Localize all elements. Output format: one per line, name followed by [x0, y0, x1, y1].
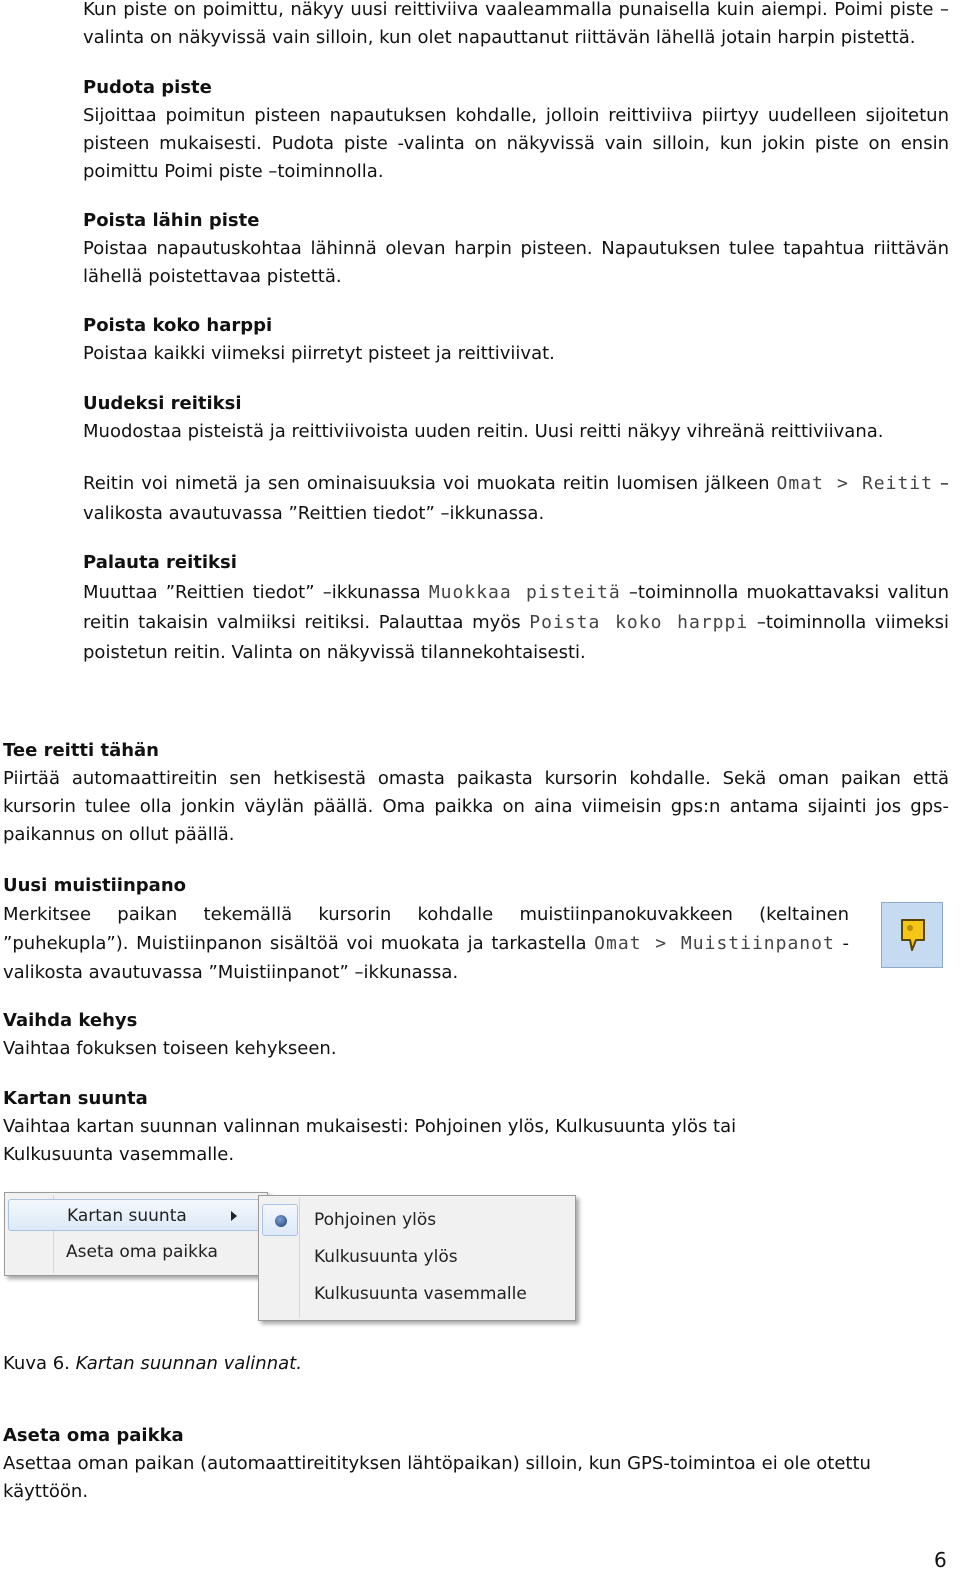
section-poista-lahin-piste [83, 207, 949, 291]
section-text: Vaihtaa fokuksen toiseen kehykseen. [3, 1038, 337, 1059]
section-heading: Uusi muistiinpano [3, 875, 187, 896]
section-text: Muodostaa pisteistä ja reittiviivoista uuden reitin. Uusi reitti näkyy vihreänä reittiviivana. [83, 421, 884, 442]
figure-caption: Kuva 6. Kartan suunnan valinnat. [3, 1353, 302, 1374]
paragraph-text: Kun piste on poimittu, näkyy uusi reittiviiva vaaleammalla punaisella kuin aiempi. Poimi piste –valinta on näkyvissä vain silloin, kun olet napauttanut riittävän lähellä jotain harpin pistettä. [83, 0, 949, 48]
section-heading: Poista koko harppi [83, 315, 273, 336]
command-muokkaa-pisteita: Muokkaa pisteitä [428, 582, 621, 603]
section-text: Sijoittaa poimitun pisteen napautuksen kohdalle, jolloin reittiviiva piirtyy uudelleen sijoitetun pisteen mukaisesti. Pudota piste -valinta on näkyvissä vain silloin, kun jokin piste on ensin poimittu Poimi piste –toiminnolla. [83, 105, 949, 182]
command-poista-koko-harppi: Poista koko harppi [529, 612, 749, 633]
section-aseta-oma-paikka [3, 1422, 949, 1506]
paragraph-text: Reitin voi nimetä ja sen ominaisuuksia voi muokata reitin luomisen jälkeen Omat > Reitit –valikosta avautuvassa ”Reittien tiedot” –ikkunassa. [83, 473, 949, 524]
menu-path-omat-reitit: Omat > Reitit [776, 473, 933, 494]
menu-item-aseta-oma-paikka[interactable]: Aseta oma paikka [66, 1242, 218, 1262]
section-heading: Kartan suunta [3, 1088, 148, 1109]
section-heading: Poista lähin piste [83, 210, 260, 231]
context-menu [4, 1192, 268, 1276]
section-palauta-reitiksi [83, 548, 949, 668]
section-text: Vaihtaa kartan suunnan valinnan mukaisesti: Pohjoinen ylös, Kulkusuunta ylös tai Kulkusuunta vasemmalle. [3, 1116, 737, 1165]
section-text: Piirtää automaattireitin sen hetkisestä omasta paikasta kursorin kohdalle. Sekä oman paikan että kursorin tulee olla jonkin väylän päällä. Oma paikka on aina viimeisin gps:n antama sijainti jos gps-paikannus on ollut päällä. [3, 768, 949, 845]
section-text: Merkitsee paikan tekemällä kursorin kohdalle muistiinpanokuvakkeen (keltainen ”puhekupla”). Muistiinpanon sisältöä voi muokata ja tarkastella Omat > Muistiinpanot -valikosta avautuvassa ”Muistiinpanot” –ikkunassa. [3, 904, 849, 983]
page-number: 6 [934, 1548, 947, 1572]
section-vaihda-kehys [3, 1007, 949, 1063]
section-heading: Vaihda kehys [3, 1010, 138, 1031]
section-text: Poistaa kaikki viimeksi piirretyt pisteet ja reittiviivat. [83, 343, 555, 364]
section-text: Muuttaa ”Reittien tiedot” –ikkunassa Muokkaa pisteitä –toiminnolla muokattavaksi valitun reitin takaisin valmiiksi reitiksi. Palauttaa myös Poista koko harppi –toiminnolla viimeksi poistetun reitin. Valinta on näkyvissä tilannekohtaisesti. [83, 582, 950, 663]
section-uusi-muistiinpano [3, 871, 849, 987]
menu-item-pohjoinen-ylos[interactable]: Pohjoinen ylös [314, 1210, 437, 1230]
section-text: Poistaa napautuskohtaa lähinnä olevan harpin pisteen. Napautuksen tulee tapahtua riittävän lähellä poistettavaa pistettä. [83, 238, 949, 287]
section-tee-reitti-tahan [3, 737, 949, 849]
menu-path-omat-muistiinpanot: Omat > Muistiinpanot [594, 933, 835, 954]
menu-item-kulkusuunta-vasemmalle[interactable]: Kulkusuunta vasemmalle [314, 1284, 527, 1304]
intro-paragraph [83, 0, 949, 52]
section-text: Asettaa oman paikan (automaattireitityksen lähtöpaikan) silloin, kun GPS-toimintoa ei ole otettu käyttöön. [3, 1453, 871, 1502]
section-heading: Pudota piste [83, 77, 212, 98]
section-heading: Palauta reitiksi [83, 552, 237, 573]
section-pudota-piste [83, 74, 949, 186]
section-poista-koko-harppi [83, 312, 949, 368]
section-heading: Tee reitti tähän [3, 740, 159, 761]
section-uudeksi-reitiksi [83, 390, 949, 446]
route-naming-paragraph [83, 469, 949, 529]
section-heading: Aseta oma paikka [3, 1425, 184, 1446]
submenu-kartan-suunta [258, 1195, 576, 1321]
note-bubble-icon [881, 902, 943, 968]
section-kartan-suunta [3, 1085, 849, 1169]
submenu-arrow-icon [231, 1211, 237, 1221]
menu-item-kartan-suunta[interactable]: Kartan suunta [8, 1199, 262, 1231]
menu-item-kulkusuunta-ylos[interactable]: Kulkusuunta ylös [314, 1247, 458, 1267]
section-heading: Uudeksi reitiksi [83, 393, 242, 414]
